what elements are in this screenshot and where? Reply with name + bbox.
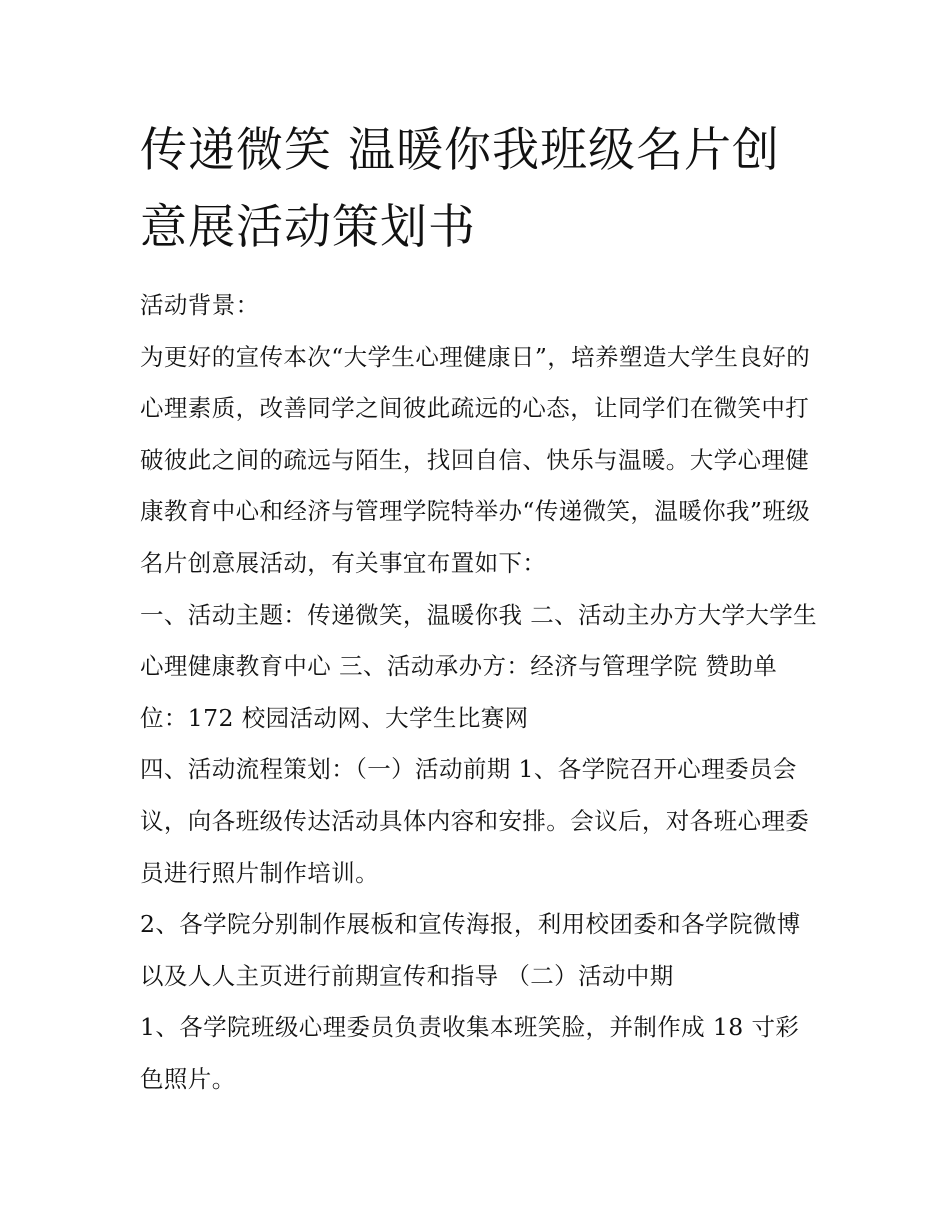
paragraph-process-publicity: 2、各学院分别制作展板和宣传海报，利用校团委和各学院微博以及人人主页进行前期宣传和指导 （二）活动中期 <box>140 910 801 990</box>
paragraph-background: 为更好的宣传本次“大学生心理健康日”，培养塑造大学生良好的心理素质，改善同学之间彼此疏远的心态，让同学们在微笑中打破彼此之间的疏远与陌生，找回自信、快乐与温暖。大学心理健康教育中心和经济与管理学院特举办“传递微笑，温暖你我”班级名片创意展活动，有关事宜布置如下： <box>140 342 811 577</box>
paragraph-background-heading: 活动背景： <box>140 291 260 319</box>
paragraph-organizers: 一、活动主题：传递微笑，温暖你我 二、活动主办方大学大学生心理健康教育中心 三、活动承办方：经济与管理学院 赞助单位：172 校园活动网、大学生比赛网 <box>140 600 818 732</box>
document-body <box>140 280 820 1106</box>
document-title: 传递微笑 温暖你我班级名片创意展活动策划书 <box>140 123 780 255</box>
paragraph-process-early: 四、活动流程策划：（一）活动前期 1、各学院召开心理委员会议，向各班级传达活动具体内容和安排。会议后，对各班心理委员进行照片制作培训。 <box>140 755 810 887</box>
paragraph-process-mid: 1、各学院班级心理委员负责收集本班笑脸，并制作成 18 寸彩色照片。 <box>140 1013 800 1093</box>
